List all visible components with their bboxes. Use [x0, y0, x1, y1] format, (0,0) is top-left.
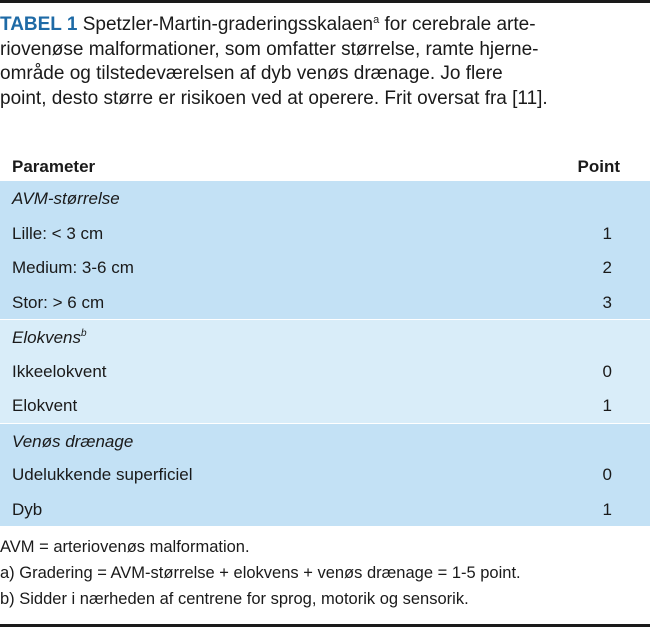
table-caption — [0, 13, 650, 111]
row-parameter: Ikkeelokvent — [12, 361, 107, 381]
row-parameter: Lille: < 3 cm — [12, 223, 104, 243]
row-point: 0 — [602, 465, 612, 484]
footnote-a: a) Gradering = AVM-størrelse + elokvens + venøs drænage = 1-5 point. — [0, 564, 521, 582]
section-title: AVM-størrelse — [12, 189, 120, 208]
header-point: Point — [577, 157, 620, 176]
section-row-avm-size — [0, 181, 650, 216]
caption-line-3: område og tilstedeværelsen af dyb venøs drænage. Jo flere — [0, 63, 503, 84]
top-rule — [0, 0, 650, 3]
table-footnotes — [0, 534, 650, 612]
table-header — [0, 150, 650, 181]
table-row — [0, 388, 650, 423]
header-parameter: Parameter — [12, 157, 96, 176]
caption-line-4: point, desto større er risikoen ved at operere. Frit oversat fra [11]. — [0, 87, 548, 109]
caption-title: Spetzler-Martin-graderingsskalaen — [77, 14, 374, 35]
table-row — [0, 492, 650, 527]
section-title: Elokvens$^b$ — [12, 328, 87, 347]
table-body — [0, 181, 650, 526]
table-row — [0, 457, 650, 492]
section-row-venous-drainage — [0, 423, 650, 458]
row-point: 1 — [602, 499, 612, 519]
table-row — [0, 250, 650, 285]
row-parameter: Elokvent — [12, 396, 78, 415]
table-row — [0, 285, 650, 320]
row-parameter: Medium: 3-6 cm — [12, 258, 134, 277]
row-point: 2 — [602, 258, 612, 277]
row-point: 0 — [602, 361, 612, 381]
footnote-abbreviation: AVM = arteriovenøs malformation. — [0, 538, 250, 556]
table-label: TABEL 1 — [0, 14, 78, 35]
row-point: 1 — [602, 223, 612, 243]
table-row — [0, 354, 650, 389]
row-parameter: Udelukkende superficiel — [12, 465, 193, 484]
section-title: Venøs drænage — [12, 431, 134, 451]
row-parameter: Stor: > 6 cm — [12, 292, 105, 312]
caption-line-1-rest: for cerebrale arte- — [379, 14, 536, 35]
section-row-eloquence — [0, 319, 650, 354]
caption-footnote-marker: a — [373, 14, 380, 26]
row-point: 3 — [602, 292, 612, 312]
row-point: 1 — [602, 396, 612, 415]
row-parameter: Dyb — [12, 499, 43, 519]
footnote-b: b) Sidder i nærheden af centrene for sprog, motorik og sensorik. — [0, 590, 469, 608]
table-row — [0, 216, 650, 251]
caption-line-2: riovenøse malformationer, som omfatter størrelse, ramte hjerne- — [0, 38, 539, 60]
caption-line-1 — [0, 13, 650, 38]
